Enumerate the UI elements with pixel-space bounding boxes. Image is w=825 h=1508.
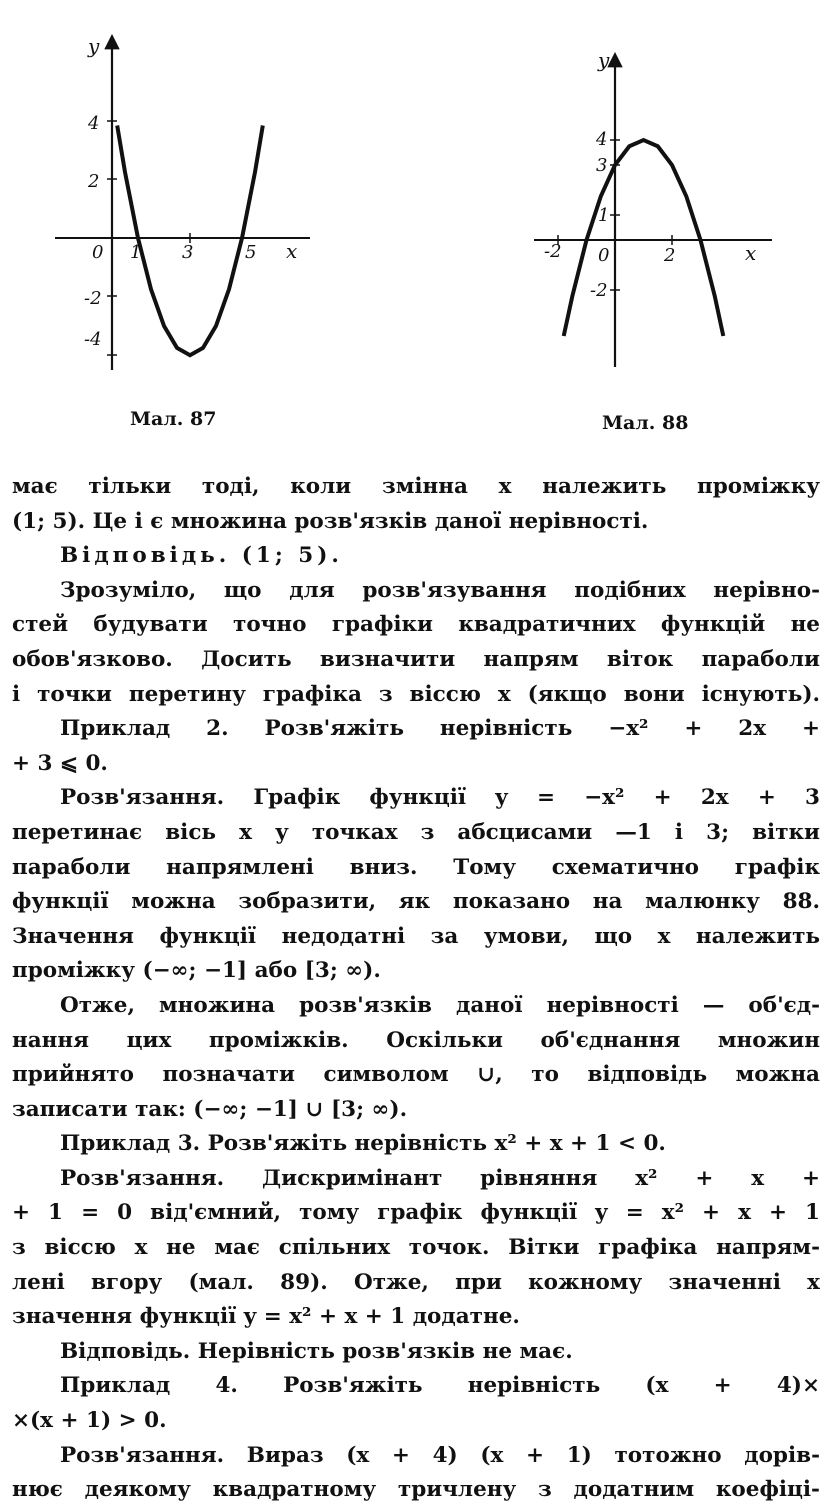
text-line: стей будувати точно графіки квадратичних функцій не: [12, 612, 820, 638]
text-line: і точки перетину графіка з віссю x (якщо вони існують).: [12, 681, 820, 707]
text-line: Приклад 2. Розв'яжіть нерівність −x² + 2x +: [60, 716, 820, 742]
figure-87: [30, 25, 330, 395]
text-line: прийнято позначати символом ∪, то відповідь можна: [12, 1062, 820, 1088]
text-line: нання цих проміжків. Оскільки об'єднання множин: [12, 1027, 820, 1053]
fig87-y-label: y: [88, 34, 100, 58]
text-line: Зрозуміло, що для розв'язування подібних нерівно-: [60, 577, 820, 603]
text-line: (1; 5). Це і є множина розв'язків даної нерівності.: [12, 508, 649, 534]
text-line: Розв'язання. Вираз (x + 4) (x + 1) тотожно дорів-: [60, 1442, 820, 1468]
fig88-xtick-m2: -2: [544, 241, 562, 262]
figure-88: [520, 45, 780, 375]
text-line: параболи напрямлені вниз. Тому схематично графік: [12, 854, 820, 880]
fig87-ytick-4: 4: [88, 113, 100, 134]
text-line: + 3 ⩽ 0.: [12, 750, 108, 776]
fig88-ytick-m2: -2: [590, 280, 608, 301]
text-line: з віссю x не має спільних точок. Вітки графіка напрям-: [12, 1235, 820, 1261]
text-line: Приклад 3. Розв'яжіть нерівність x² + x + 1 < 0.: [60, 1131, 666, 1157]
text-line: Приклад 4. Розв'яжіть нерівність (x + 4)×: [60, 1373, 820, 1399]
text-line: перетинає вісь x у точках з абсцисами —1 і 3; вітки: [12, 819, 820, 845]
text-line: + 1 = 0 від'ємний, тому графік функції y = x² + x + 1: [12, 1200, 820, 1226]
fig87-origin: 0: [92, 242, 104, 263]
fig87-ytick-m2: -2: [84, 288, 102, 309]
fig88-y-label: y: [598, 48, 610, 72]
text-line: Значення функції недодатні за умови, що x належить: [12, 923, 820, 949]
text-line: Розв'язання. Дискримінант рівняння x² + x +: [60, 1165, 820, 1191]
text-line: Відповідь. (1; 5).: [60, 543, 343, 569]
fig88-ytick-1: 1: [598, 205, 610, 226]
fig87-xtick-3: 3: [182, 242, 194, 263]
fig87-ytick-2: 2: [88, 171, 100, 192]
text-line: функції можна зобразити, як показано на малюнку 88.: [12, 889, 820, 915]
text-line: лені вгору (мал. 89). Отже, при кожному значенні x: [12, 1269, 820, 1295]
text-line: проміжку (−∞; −1] або [3; ∞).: [12, 958, 381, 984]
fig88-origin: 0: [598, 245, 610, 266]
text-line: нює деякому квадратному тричлену з додатним коефіці-: [12, 1477, 820, 1503]
fig87-xtick-1: 1: [130, 242, 142, 263]
fig87-x-label: x: [286, 239, 298, 263]
fig88-x-label: x: [745, 241, 757, 265]
figure-87-graph: [30, 25, 330, 395]
page-text: [12, 470, 820, 1508]
fig88-ytick-4: 4: [596, 129, 608, 150]
text-line: значення функції y = x² + x + 1 додатне.: [12, 1304, 520, 1330]
fig88-parabola: [564, 140, 724, 336]
figure-88-graph: [520, 45, 780, 375]
text-line: Отже, множина розв'язків даної нерівності — об'єд-: [60, 992, 820, 1018]
fig87-xtick-5: 5: [245, 242, 257, 263]
text-line: Відповідь. Нерівність розв'язків не має.: [60, 1338, 573, 1364]
fig87-ytick-m4: -4: [84, 329, 102, 350]
figure-87-caption: Мал. 87: [130, 408, 217, 430]
text-line: Розв'язання. Графік функції y = −x² + 2x + 3: [60, 785, 820, 811]
text-line: ×(x + 1) > 0.: [12, 1408, 167, 1434]
fig88-ytick-3: 3: [596, 155, 608, 176]
fig88-xtick-2: 2: [664, 245, 676, 266]
text-line: обов'язково. Досить визначити напрям віток параболи: [12, 646, 820, 672]
figure-88-caption: Мал. 88: [602, 412, 689, 434]
text-line: записати так: (−∞; −1] ∪ [3; ∞).: [12, 1096, 408, 1122]
text-line: має тільки тоді, коли змінна x належить проміжку: [12, 474, 820, 499]
